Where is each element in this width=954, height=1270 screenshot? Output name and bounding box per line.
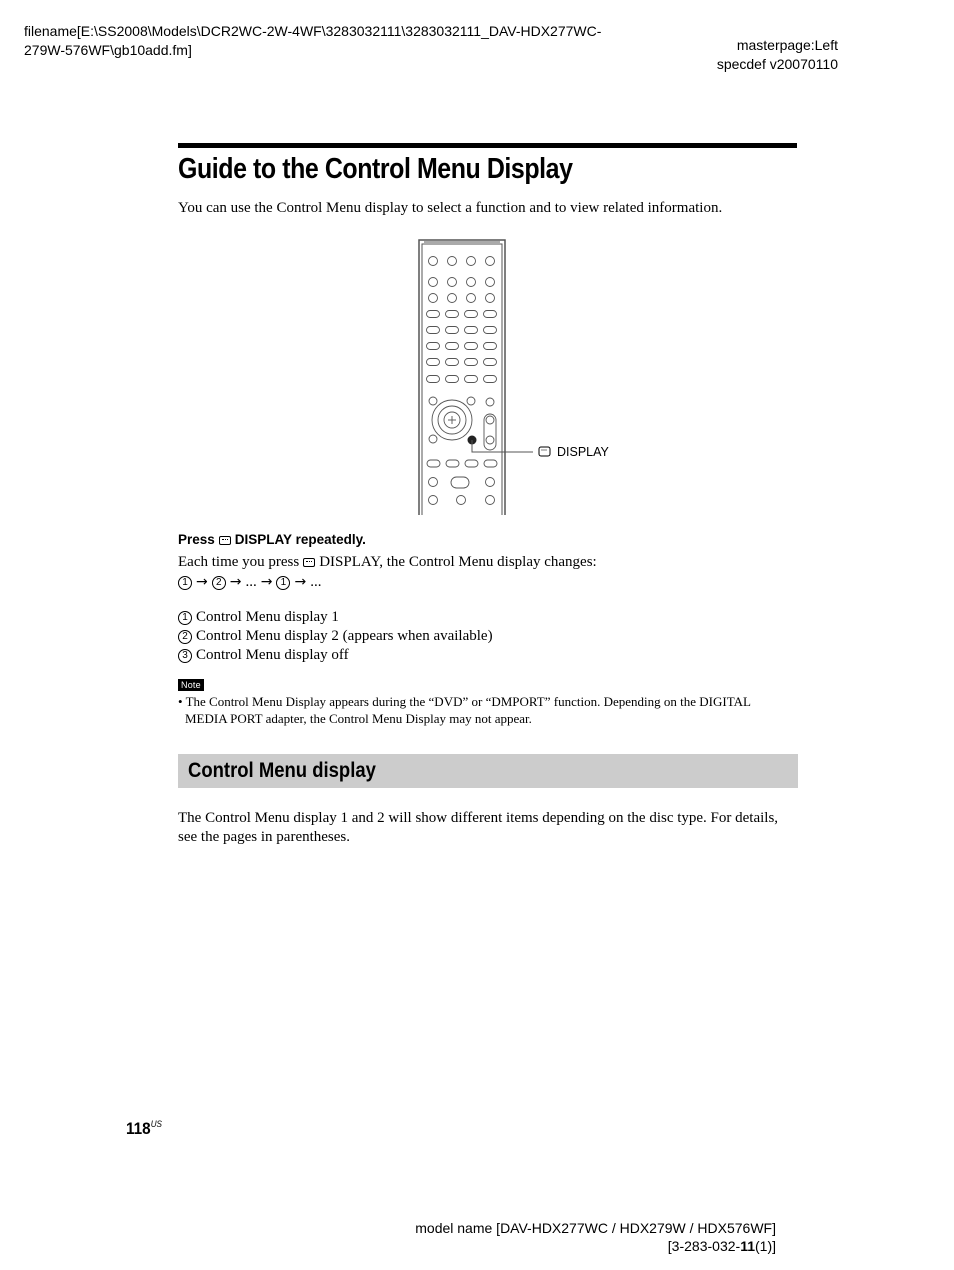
remote-button xyxy=(467,257,476,266)
remote-button xyxy=(429,278,438,287)
remote-button xyxy=(465,376,478,383)
list-item xyxy=(178,608,493,627)
page-number xyxy=(126,1113,162,1140)
sequence-step: 2 xyxy=(212,576,226,590)
footer-code-suffix: (1)] xyxy=(755,1238,776,1254)
header-filename-line2: 279W-576WF\gb10add.fm] xyxy=(24,42,192,58)
press-suffix: DISPLAY repeatedly. xyxy=(234,532,366,547)
remote-button xyxy=(427,343,440,350)
sequence-step: 1 xyxy=(178,576,192,590)
option-number: 2 xyxy=(178,630,192,644)
arrow-icon: → xyxy=(260,574,273,590)
display-options-list xyxy=(178,608,493,665)
remote-button xyxy=(446,343,459,350)
intro-paragraph: You can use the Control Menu display to select a function and to view related information. xyxy=(178,200,723,216)
section-title: Control Menu display xyxy=(188,759,376,782)
display-button-icon xyxy=(303,558,315,567)
remote-button xyxy=(446,327,459,334)
option-text: Control Menu display 1 xyxy=(196,609,339,625)
page-title: Guide to the Control Menu Display xyxy=(178,153,573,185)
note-badge: Note xyxy=(178,679,204,691)
remote-button xyxy=(446,376,459,383)
remote-button xyxy=(427,376,440,383)
each-time-suffix: DISPLAY, the Control Menu display changes: xyxy=(319,554,597,570)
footer-code xyxy=(560,1237,776,1256)
remote-button xyxy=(484,359,497,366)
sequence-step: 1 xyxy=(276,576,290,590)
remote-button xyxy=(427,311,440,318)
remote-button xyxy=(486,278,495,287)
remote-button xyxy=(446,311,459,318)
option-number: 1 xyxy=(178,611,192,625)
remote-button xyxy=(446,359,459,366)
sequence-ellipsis: ... xyxy=(245,574,257,590)
list-item xyxy=(178,627,493,646)
display-sequence xyxy=(178,573,321,592)
remote-control-figure xyxy=(415,238,645,516)
remote-button xyxy=(486,257,495,266)
header-masterpage-line: masterpage:Left xyxy=(736,37,838,53)
remote-button xyxy=(427,359,440,366)
sequence-ellipsis: ... xyxy=(310,574,322,590)
header-masterpage xyxy=(640,36,838,74)
footer-code-prefix: [3-283-032- xyxy=(667,1238,741,1254)
title-rule xyxy=(178,143,797,148)
remote-button xyxy=(448,278,457,287)
each-time-prefix: Each time you press xyxy=(178,554,300,570)
display-callout-label: DISPLAY xyxy=(557,445,609,459)
remote-button xyxy=(429,257,438,266)
remote-button xyxy=(465,359,478,366)
remote-button xyxy=(429,294,438,303)
remote-button xyxy=(484,376,497,383)
header-filename xyxy=(24,22,644,60)
arrow-icon: → xyxy=(294,574,307,590)
display-button-icon xyxy=(219,536,231,545)
option-text: Control Menu display off xyxy=(196,647,349,663)
header-filename-line1: filename[E:\SS2008\Models\DCR2WC-2W-4WF\3283032111\3283032111_DAV-HDX277WC- xyxy=(24,23,602,39)
arrow-icon: → xyxy=(196,574,208,590)
remote-button xyxy=(465,327,478,334)
each-time-paragraph xyxy=(178,553,798,572)
header-specdef-line: specdef v20070110 xyxy=(716,56,838,72)
list-item xyxy=(178,646,493,665)
arrow-icon: → xyxy=(229,574,242,590)
remote-button xyxy=(486,294,495,303)
page-number-suffix: US xyxy=(150,1119,162,1129)
remote-button xyxy=(484,343,497,350)
display-icon-callout xyxy=(539,447,550,456)
remote-button xyxy=(448,294,457,303)
remote-button xyxy=(465,311,478,318)
press-instruction xyxy=(178,531,366,549)
remote-control-illustration xyxy=(415,238,645,516)
press-prefix: Press xyxy=(178,532,215,547)
remote-button xyxy=(465,343,478,350)
section-body: The Control Menu display 1 and 2 will show different items depending on the disc type. For details, see the pages in parentheses. xyxy=(178,810,779,845)
page-number-value: 118 xyxy=(126,1119,151,1138)
remote-button xyxy=(448,257,457,266)
option-number: 3 xyxy=(178,649,192,663)
remote-button xyxy=(467,294,476,303)
remote-button xyxy=(467,278,476,287)
footer-model-name: model name [DAV-HDX277WC / HDX279W / HDX576WF] xyxy=(415,1220,776,1236)
footer-code-bold: 11 xyxy=(740,1238,755,1254)
note-text: • The Control Menu Display appears during the “DVD” or “DMPORT” function. Depending on the DIGITAL MEDIA PORT adapter, the Control Menu Display may not appear. xyxy=(178,694,751,726)
option-text: Control Menu display 2 (appears when available) xyxy=(196,628,493,644)
remote-button xyxy=(427,327,440,334)
remote-button xyxy=(484,311,497,318)
remote-button xyxy=(484,327,497,334)
